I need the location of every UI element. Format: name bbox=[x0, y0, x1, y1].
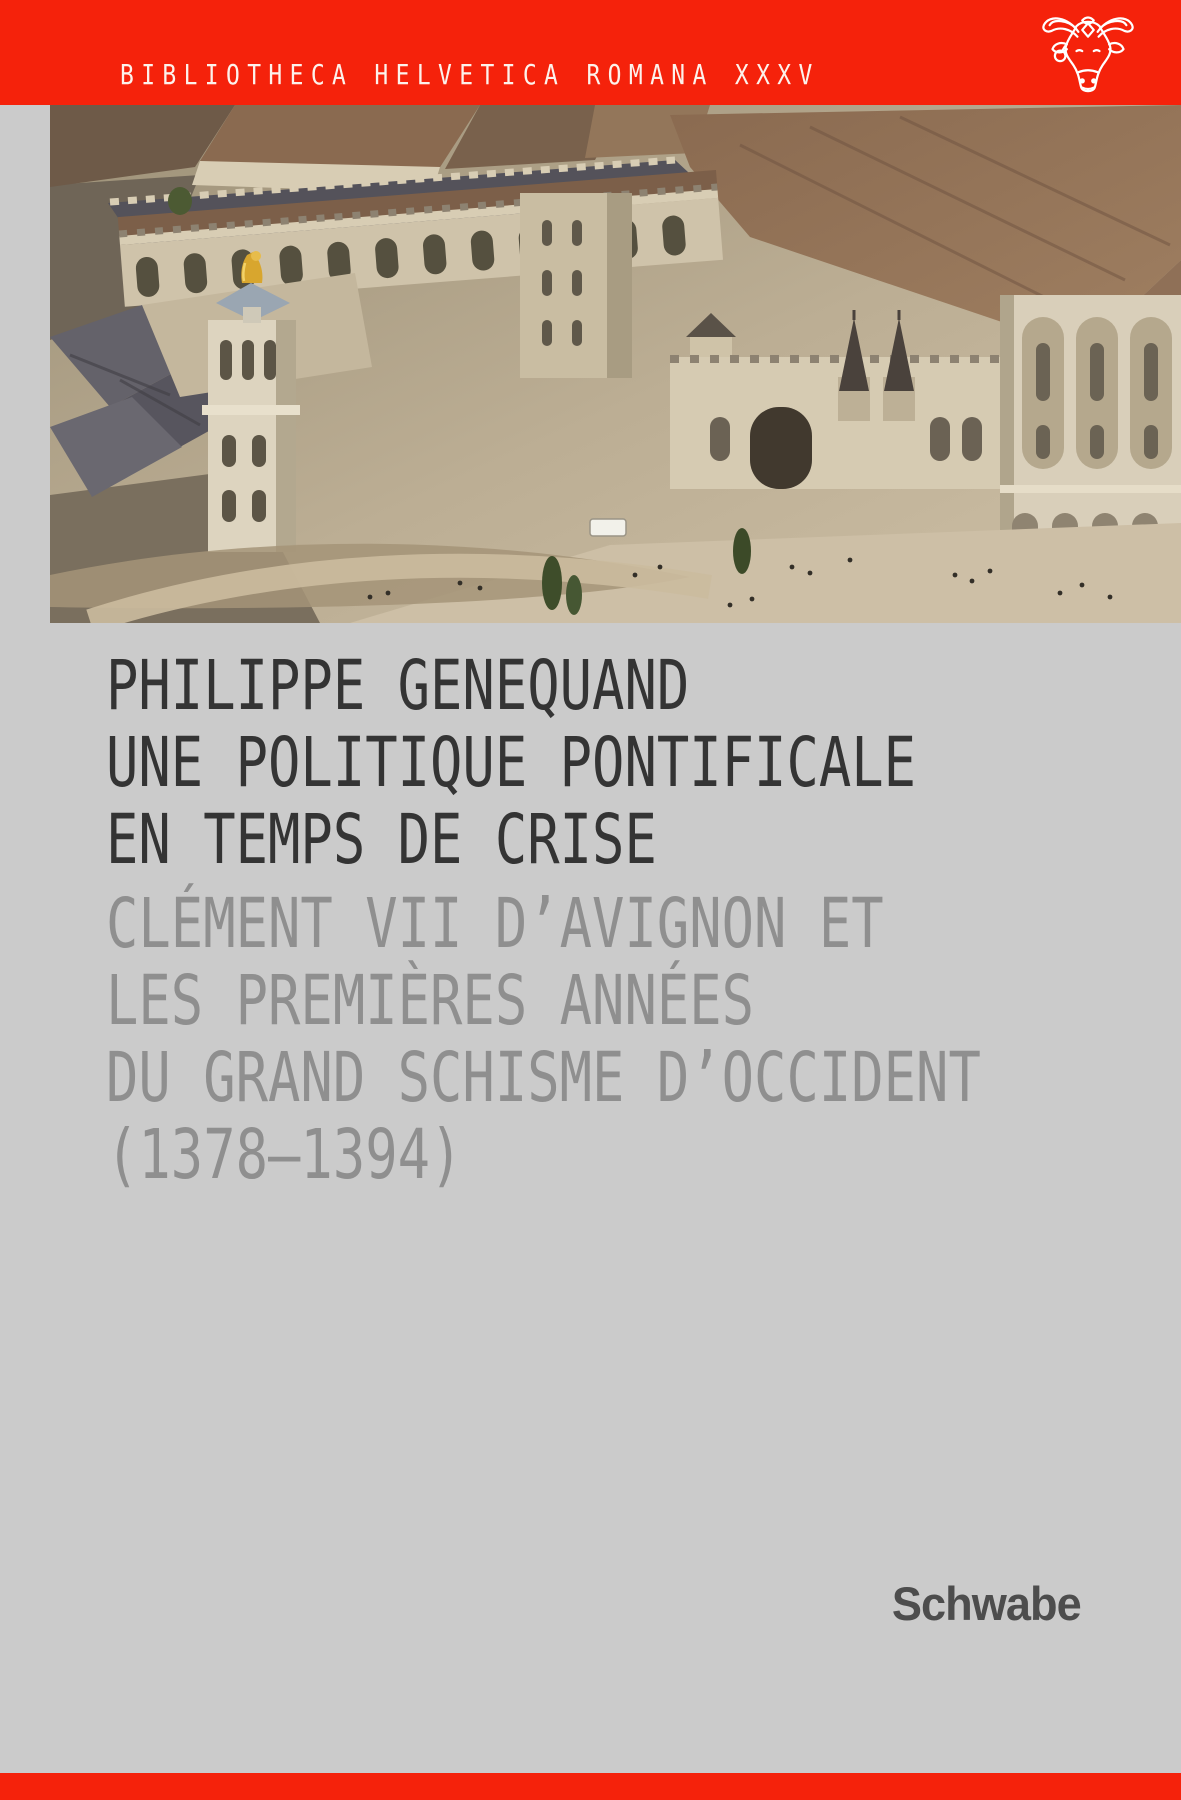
title-block bbox=[106, 648, 1145, 879]
author-name: PHILIPPE GENEQUAND bbox=[106, 646, 690, 726]
subtitle-line: LES PREMIÈRES ANNÉES bbox=[106, 961, 755, 1041]
series-title: BIBLIOTHECA HELVETICA ROMANA XXXV bbox=[120, 58, 820, 91]
schwabe-bull-icon bbox=[1039, 5, 1137, 101]
subtitle-line: DU GRAND SCHISME D’OCCIDENT bbox=[106, 1038, 981, 1118]
bottom-accent-band bbox=[0, 1773, 1181, 1800]
title-line: EN TEMPS DE CRISE bbox=[106, 800, 657, 880]
publisher-logo: Schwabe bbox=[892, 1577, 1081, 1630]
subtitle-line: CLÉMENT VII D’AVIGNON ET bbox=[106, 884, 884, 964]
cover-photo-palais-des-papes bbox=[50, 105, 1181, 623]
series-band bbox=[0, 0, 1181, 105]
subtitle-line: (1378–1394) bbox=[106, 1115, 463, 1195]
subtitle-block bbox=[106, 886, 1181, 1194]
title-line: UNE POLITIQUE PONTIFICALE bbox=[106, 723, 917, 803]
